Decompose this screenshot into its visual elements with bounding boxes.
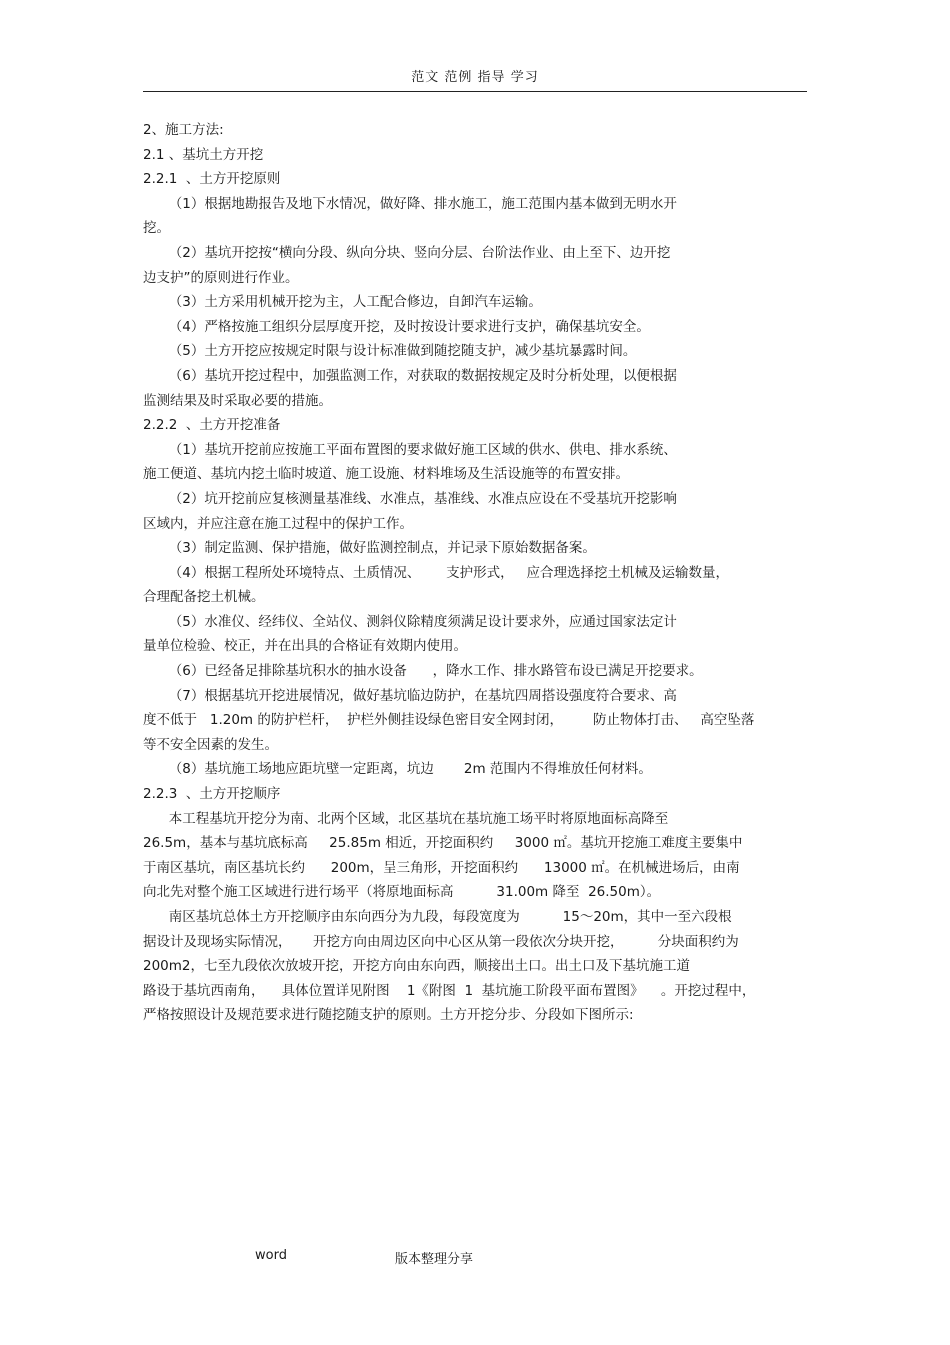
text-line: （6）已经备足排除基坑积水的抽水设备 ，降水工作、排水路管布设已满足开挖要求。 bbox=[143, 663, 703, 680]
footer-left-text: word bbox=[255, 1248, 287, 1263]
text-line: 度不低于 1.20m 的防护栏杆， 护栏外侧挂设绿色密目安全网封闭， 防止物体打击、 高空坠落 bbox=[143, 712, 755, 729]
text-line: 量单位检验、校正，并在出具的合格证有效期内使用。 bbox=[143, 638, 467, 655]
text-line: 挖。 bbox=[143, 220, 170, 237]
text-line: 2.1 、基坑土方开挖 bbox=[143, 146, 264, 163]
text-line: （1）基坑开挖前应按施工平面布置图的要求做好施工区域的供水、供电、排水系统、 bbox=[143, 441, 677, 458]
text-line: 2.2.1 、土方开挖原则 bbox=[143, 171, 281, 188]
text-line: （7）根据基坑开挖进展情况，做好基坑临边防护，在基坑四周搭设强度符合要求、高 bbox=[143, 687, 677, 704]
text-line: 合理配备挖土机械。 bbox=[143, 589, 265, 606]
text-line: （2）坑开挖前应复核测量基准线、水准点，基准线、水准点应设在不受基坑开挖影响 bbox=[143, 490, 677, 507]
text-line: 于南区基坑，南区基坑长约 200m，呈三角形，开挖面积约 13000 ㎡。在机械进场后，由南 bbox=[143, 859, 740, 876]
text-line: 区域内，并应注意在施工过程中的保护工作。 bbox=[143, 515, 413, 532]
text-line: 2、施工方法: bbox=[143, 122, 224, 138]
text-line: （1）根据地勘报告及地下水情况，做好降、排水施工，施工范围内基本做到无明水开 bbox=[143, 195, 677, 212]
footer-right-text: 版本整理分享 bbox=[395, 1252, 474, 1267]
text-line: 本工程基坑开挖分为南、北两个区域，北区基坑在基坑施工场平时将原地面标高降至 bbox=[143, 810, 669, 827]
text-line: （6）基坑开挖过程中，加强监测工作，对获取的数据按规定及时分析处理，以便根据 bbox=[143, 367, 677, 384]
text-line: 监测结果及时采取必要的措施。 bbox=[143, 392, 332, 409]
text-line: （2）基坑开挖按“横向分段、纵向分块、竖向分层、台阶法作业、由上至下、边开挖 bbox=[143, 244, 671, 261]
text-line: 南区基坑总体土方开挖顺序由东向西分为九段，每段宽度为 15～20m，其中一至六段根 bbox=[143, 909, 732, 925]
text-line: 2.2.2 、土方开挖准备 bbox=[143, 417, 281, 434]
text-line: 严格按照设计及规范要求进行随挖随支护的原则。土方开挖分步、分段如下图所示: bbox=[143, 1007, 634, 1024]
text-line: （4）严格按施工组织分层厚度开挖，及时按设计要求进行支护，确保基坑安全。 bbox=[143, 318, 650, 335]
text-line: 26.5m，基本与基坑底标高 25.85m 相近，开挖面积约 3000 ㎡。基坑开挖施工难度主要集中 bbox=[143, 835, 743, 852]
text-line: （5）土方开挖应按规定时限与设计标准做到随挖随支护，减少基坑暴露时间。 bbox=[143, 343, 637, 360]
text-line: （5）水准仪、经纬仪、全站仪、测斜仪除精度须满足设计要求外，应通过国家法定计 bbox=[143, 613, 677, 630]
header-rule bbox=[143, 91, 807, 92]
page-header: 范文 范例 指导 学习 bbox=[411, 70, 539, 85]
text-line: 施工便道、基坑内挖土临时坡道、施工设施、材料堆场及生活设施等的布置安排。 bbox=[143, 466, 629, 483]
text-line: 向北先对整个施工区域进行进行场平（将原地面标高 31.00m 降至 26.50m）。 bbox=[143, 884, 661, 901]
text-line: （3）土方采用机械开挖为主，人工配合修边，自卸汽车运输。 bbox=[143, 294, 542, 311]
text-line: （3）制定监测、保护措施，做好监测控制点，并记录下原始数据备案。 bbox=[143, 540, 596, 557]
text-line: 200m2，七至九段依次放坡开挖，开挖方向由东向西，顺接出土口。出土口及下基坑施工道 bbox=[143, 958, 691, 975]
text-line: 等不安全因素的发生。 bbox=[143, 736, 278, 753]
text-line: 边支护”的原则进行作业。 bbox=[143, 269, 299, 286]
text-line: 路设于基坑西南角， 具体位置详见附图 1《附图 1 基坑施工阶段平面布置图》 。开挖过程中， bbox=[143, 982, 756, 999]
text-line: 2.2.3 、土方开挖顺序 bbox=[143, 786, 281, 803]
document-body bbox=[143, 118, 807, 1028]
text-line: 据设计及现场实际情况， 开挖方向由周边区向中心区从第一段依次分块开挖， 分块面积约为 bbox=[143, 933, 739, 950]
text-line: （4）根据工程所处环境特点、土质情况、 支护形式， 应合理选择挖土机械及运输数量， bbox=[143, 564, 729, 581]
text-line: （8）基坑施工场地应距坑壁一定距离，坑边 2m 范围内不得堆放任何材料。 bbox=[143, 761, 652, 778]
